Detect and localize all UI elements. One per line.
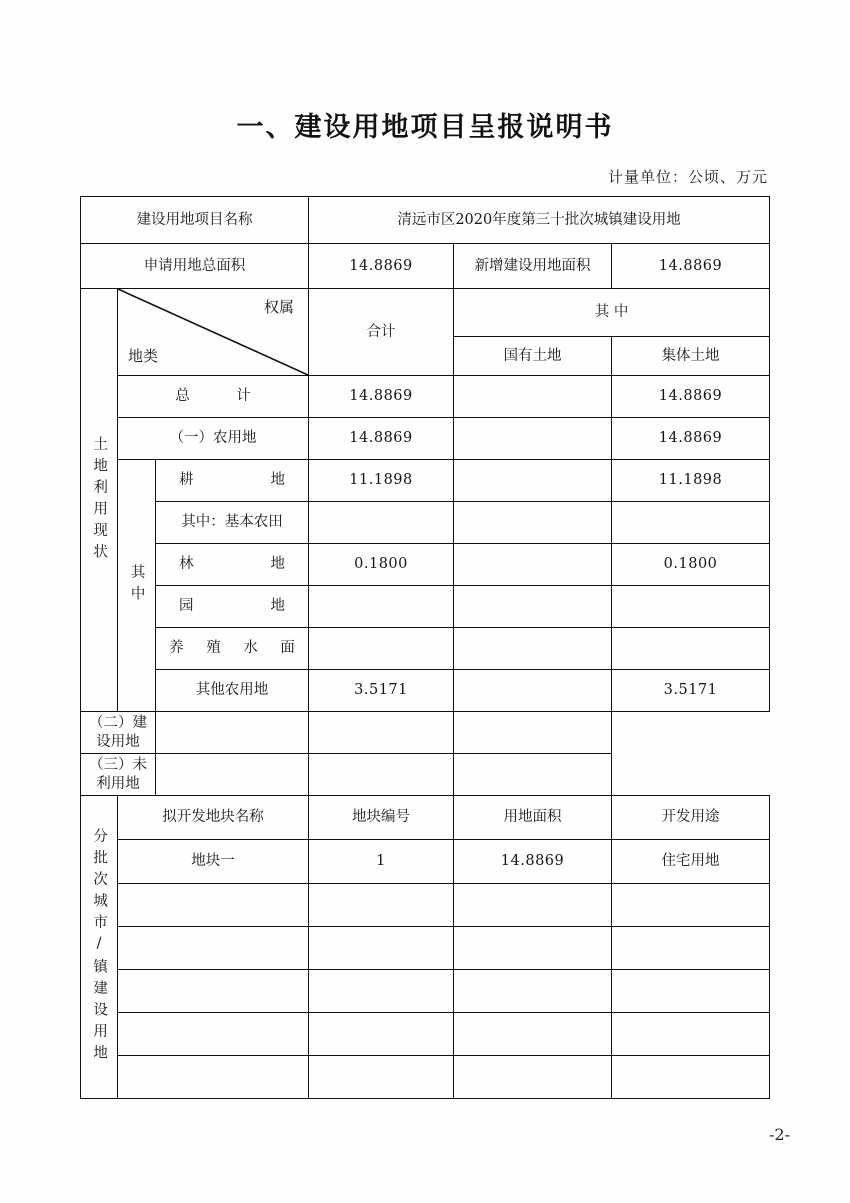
project-name-label: 建设用地项目名称 bbox=[81, 197, 309, 244]
plot-number bbox=[309, 927, 454, 970]
plot-number: 1 bbox=[309, 840, 454, 884]
plot-name: 地块一 bbox=[118, 840, 309, 884]
project-name-value: 清远市区2020年度第三十批次城镇建设用地 bbox=[309, 197, 770, 244]
plot-number bbox=[309, 1013, 454, 1056]
plot-use bbox=[612, 1056, 770, 1099]
plot-area bbox=[454, 1056, 612, 1099]
page-title: 一、建设用地项目呈报说明书 bbox=[236, 112, 614, 143]
page-number: -2- bbox=[769, 1125, 790, 1144]
table-row-batch-headers bbox=[81, 796, 770, 840]
table-row bbox=[81, 1056, 770, 1099]
section-label-batch-city-town-construction-land: 分批次城市/镇建设用地 bbox=[81, 796, 118, 1099]
row-value-total bbox=[156, 712, 309, 754]
row-label: 林 地 bbox=[156, 544, 309, 586]
column-header-state-owned: 国有土地 bbox=[454, 337, 612, 376]
column-header-plot-area: 用地面积 bbox=[454, 796, 612, 840]
section-label-land-use-status: 土地利用现状 bbox=[81, 289, 118, 712]
landtype-axis-label: 地类 bbox=[128, 347, 159, 366]
row-value-total bbox=[309, 502, 454, 544]
table-row bbox=[81, 970, 770, 1013]
row-value-state bbox=[454, 586, 612, 628]
row-label: （一）农用地 bbox=[118, 418, 309, 460]
row-value-collective: 14.8869 bbox=[612, 376, 770, 418]
plot-area: 14.8869 bbox=[454, 840, 612, 884]
row-value-state bbox=[454, 460, 612, 502]
row-value-state bbox=[454, 418, 612, 460]
table-row bbox=[81, 754, 770, 796]
new-construction-area-label: 新增建设用地面积 bbox=[454, 244, 612, 289]
plot-use bbox=[612, 970, 770, 1013]
plot-name bbox=[118, 1013, 309, 1056]
table-row bbox=[81, 840, 770, 884]
plot-number bbox=[309, 970, 454, 1013]
plot-area bbox=[454, 927, 612, 970]
row-value-collective: 0.1800 bbox=[612, 544, 770, 586]
row-value-state bbox=[309, 754, 454, 796]
sub-section-label-among-which: 其中 bbox=[118, 460, 156, 712]
row-label: 总 计 bbox=[118, 376, 309, 418]
row-value-total: 11.1898 bbox=[309, 460, 454, 502]
row-label: 园 地 bbox=[156, 586, 309, 628]
row-value-total: 14.8869 bbox=[309, 418, 454, 460]
table-row bbox=[81, 628, 770, 670]
plot-name bbox=[118, 1056, 309, 1099]
row-value-collective bbox=[612, 586, 770, 628]
column-header-total: 合计 bbox=[309, 289, 454, 376]
table-row bbox=[81, 927, 770, 970]
table-row bbox=[81, 544, 770, 586]
row-value-state bbox=[309, 712, 454, 754]
table-row bbox=[81, 460, 770, 502]
row-value-collective: 11.1898 bbox=[612, 460, 770, 502]
plot-number bbox=[309, 1056, 454, 1099]
table-row bbox=[81, 418, 770, 460]
row-value-collective bbox=[612, 628, 770, 670]
row-value-state bbox=[454, 628, 612, 670]
row-label: 耕 地 bbox=[156, 460, 309, 502]
plot-use bbox=[612, 1013, 770, 1056]
row-value-collective bbox=[454, 712, 612, 754]
land-use-report-table bbox=[80, 196, 769, 1099]
plot-area bbox=[454, 1013, 612, 1056]
table-row-project-name bbox=[81, 197, 770, 244]
row-label: （三）未利用地 bbox=[81, 754, 156, 796]
row-label: （二）建设用地 bbox=[81, 712, 156, 754]
row-value-collective: 3.5171 bbox=[612, 670, 770, 712]
table-row bbox=[81, 1013, 770, 1056]
row-value-state bbox=[454, 502, 612, 544]
table-row bbox=[81, 502, 770, 544]
plot-area bbox=[454, 970, 612, 1013]
plot-use bbox=[612, 884, 770, 927]
row-value-state bbox=[454, 670, 612, 712]
total-area-label: 申请用地总面积 bbox=[81, 244, 309, 289]
table-row bbox=[81, 376, 770, 418]
column-header-plot-use: 开发用途 bbox=[612, 796, 770, 840]
table-row bbox=[81, 586, 770, 628]
plot-name bbox=[118, 927, 309, 970]
plot-name bbox=[118, 884, 309, 927]
plot-name bbox=[118, 970, 309, 1013]
table-row bbox=[81, 712, 770, 754]
plot-use: 住宅用地 bbox=[612, 840, 770, 884]
row-value-state bbox=[454, 376, 612, 418]
table-row bbox=[81, 670, 770, 712]
ownership-axis-label: 权属 bbox=[264, 298, 295, 316]
row-label: 其中：基本农田 bbox=[156, 502, 309, 544]
column-header-plot-number: 地块编号 bbox=[309, 796, 454, 840]
row-label: 养 殖 水 面 bbox=[156, 628, 309, 670]
plot-use bbox=[612, 927, 770, 970]
plot-area bbox=[454, 884, 612, 927]
row-value-total bbox=[309, 586, 454, 628]
row-value-total: 0.1800 bbox=[309, 544, 454, 586]
row-label: 其他农用地 bbox=[156, 670, 309, 712]
row-value-state bbox=[454, 544, 612, 586]
table-row bbox=[81, 884, 770, 927]
row-value-total bbox=[156, 754, 309, 796]
plot-number bbox=[309, 884, 454, 927]
row-value-total: 3.5171 bbox=[309, 670, 454, 712]
diagonal-header-cell bbox=[118, 289, 309, 376]
column-header-plot-name: 拟开发地块名称 bbox=[118, 796, 309, 840]
total-area-value: 14.8869 bbox=[309, 244, 454, 289]
row-value-collective: 14.8869 bbox=[612, 418, 770, 460]
new-construction-area-value: 14.8869 bbox=[612, 244, 770, 289]
column-header-collective: 集体土地 bbox=[612, 337, 770, 376]
table-row-areas bbox=[81, 244, 770, 289]
table-row-header-ownership bbox=[81, 289, 770, 337]
row-value-total bbox=[309, 628, 454, 670]
row-value-total: 14.8869 bbox=[309, 376, 454, 418]
measurement-unit-note: 计量单位：公顷、万元 bbox=[607, 168, 768, 186]
column-header-group: 其 中 bbox=[454, 289, 770, 337]
row-value-collective bbox=[612, 502, 770, 544]
row-value-collective bbox=[454, 754, 612, 796]
